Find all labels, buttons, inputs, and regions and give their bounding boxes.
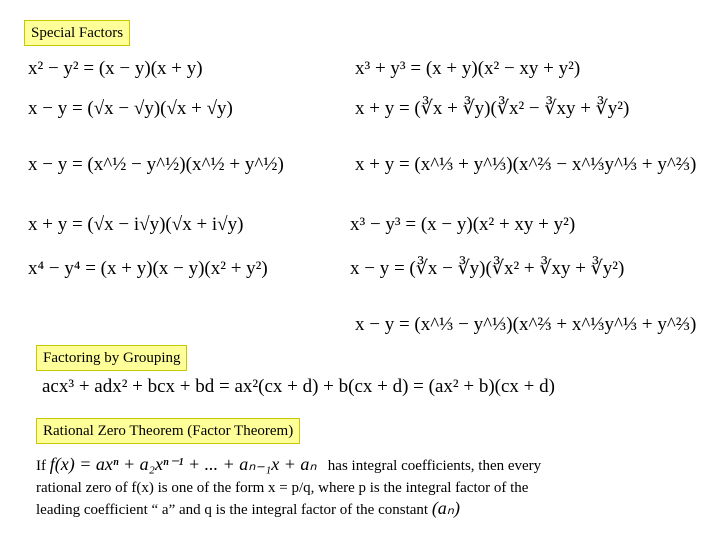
formula-diff-cbrt: x − y = (∛x − ∛y)(∛x² + ∛xy + ∛y²)	[350, 258, 625, 279]
theorem-line-3-text: leading coefficient “ a” and q is the integral factor of the constant	[36, 502, 429, 518]
theorem-constant-term: (aₙ)	[431, 498, 460, 518]
theorem-line-2: rational zero of f(x) is one of the form x = p/q, where p is the integral factor of the	[36, 480, 529, 496]
formula-diff-third-powers: x − y = (x^⅓ − y^⅓)(x^⅔ + x^⅓y^⅓ + y^⅔)	[355, 314, 697, 335]
section-label-rational-zero: Rational Zero Theorem (Factor Theorem)	[36, 418, 300, 444]
theorem-line-1	[36, 454, 541, 477]
theorem-line-3	[36, 498, 460, 521]
section-label-grouping: Factoring by Grouping	[36, 345, 187, 371]
section-label-special-factors: Special Factors	[24, 20, 130, 46]
theorem-if: If	[36, 458, 46, 474]
formula-diff-half-powers: x − y = (x^½ − y^½)(x^½ + y^½)	[28, 154, 284, 175]
formula-sum-third-powers: x + y = (x^⅓ + y^⅓)(x^⅔ − x^⅓y^⅓ + y^⅔)	[355, 154, 697, 175]
formula-sum-complex-sqrt: x + y = (√x − i√y)(√x + i√y)	[28, 214, 244, 235]
formula-diff-sqrt: x − y = (√x − √y)(√x + √y)	[28, 98, 233, 119]
formula-sum-cubes: x³ + y³ = (x + y)(x² − xy + y²)	[355, 58, 581, 79]
theorem-polynomial: f(x) = axⁿ + a₂xⁿ⁻¹ + ... + aₙ₋₁x + aₙ	[49, 454, 317, 474]
formula-diff-fourth: x⁴ − y⁴ = (x + y)(x − y)(x² + y²)	[28, 258, 268, 279]
formula-diff-cubes: x³ − y³ = (x − y)(x² + xy + y²)	[350, 214, 576, 235]
formula-grouping: acx³ + adx² + bcx + bd = ax²(cx + d) + b(cx + d) = (ax² + b)(cx + d)	[42, 376, 555, 397]
formula-diff-squares: x² − y² = (x − y)(x + y)	[28, 58, 203, 79]
theorem-line-1-suffix: has integral coefficients, then every	[327, 458, 542, 474]
formula-sum-cbrt: x + y = (∛x + ∛y)(∛x² − ∛xy + ∛y²)	[355, 98, 630, 119]
